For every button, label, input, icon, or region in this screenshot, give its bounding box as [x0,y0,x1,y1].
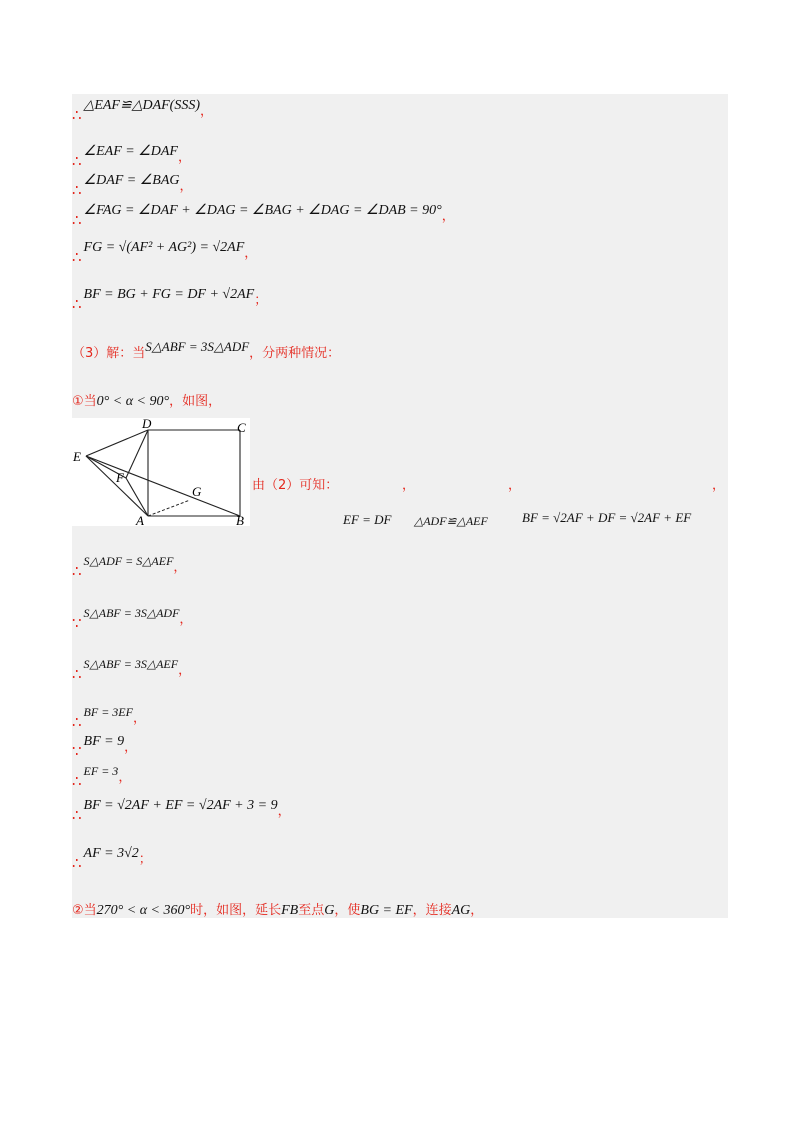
case1-header: ①当0° < α < 90°，如图， [72,394,222,409]
line-text: BF = √2AF + EF = √2AF + 3 = 9 [83,798,278,813]
line-bf-9: ∵BF = 9， [72,734,138,760]
line-text: BF = 3EF [83,705,133,719]
therefore-symbol: ∴ [72,808,82,824]
case2-condition: 270° < α < 360° [96,903,191,918]
eq-congruence: △ADF≌△AEF [414,514,488,528]
line-bf-3ef: ∴BF = 3EF， [72,705,146,731]
because-symbol: ∵ [72,744,82,760]
line-angle-fag: ∴∠FAG = ∠DAF + ∠DAG = ∠BAG + ∠DAG = ∠DAB = 90°， [72,203,455,229]
line-congruence-sss: ∴△EAF≌△DAF(SSS)， [72,98,214,124]
line-text: AF = 3√2 [83,846,139,861]
line-angle-daf: ∴∠DAF = ∠BAG， [72,173,193,199]
part3-header: （3）解：当S△ABF = 3S△ADF，分两种情况： [72,339,341,361]
therefore-symbol: ∴ [72,667,82,683]
line-text: EF = 3 [83,764,119,778]
line-area-aef: ∴S△ABF = 3S△AEF， [72,657,192,683]
label-f: F [116,470,124,485]
therefore-symbol: ∴ [72,564,82,580]
line-bf-sum: ∴BF = BG + FG = DF + √2AF； [72,287,268,313]
line-text: S△ABF = 3S△AEF [83,657,179,671]
label-a: A [136,513,144,526]
because-symbol: ∵ [72,616,82,632]
segment-ea [86,456,148,516]
label-c: C [237,420,246,435]
line-text: △EAF≌△DAF(SSS) [83,98,201,113]
eq-bf-expression: BF = √2AF + DF = √2AF + EF [522,510,692,525]
line-text: FG = √(AF² + AG²) = √2AF [83,240,245,255]
segment-ag-dashed [148,500,190,516]
therefore-symbol: ∴ [72,715,82,731]
from-part2-row: 由（2）可知： [252,478,339,493]
line-text: S△ABF = 3S△ADF [83,606,180,620]
segment-ed [86,430,148,456]
therefore-symbol: ∴ [72,183,82,199]
therefore-symbol: ∴ [72,108,82,124]
therefore-symbol: ∴ [72,856,82,872]
part3-condition: S△ABF = 3S△ADF [145,339,250,354]
therefore-symbol: ∴ [72,774,82,790]
square-diagram [72,418,250,526]
eq-ef-df: EF = DF [343,512,392,527]
therefore-symbol: ∴ [72,154,82,170]
case1-condition: 0° < α < 90° [96,394,170,409]
line-text: BF = BG + FG = DF + √2AF [83,287,255,302]
line-text: BF = 9 [83,734,125,749]
line-angle-eaf: ∴∠EAF = ∠DAF， [72,144,191,170]
segment-eb [86,456,240,516]
line-text: ∠DAF = ∠BAG [83,173,180,188]
line-fg: ∴FG = √(AF² + AG²) = √2AF， [72,240,258,266]
therefore-symbol: ∴ [72,297,82,313]
segment-fa [126,478,148,516]
line-text: S△ADF = S△AEF [83,554,174,568]
therefore-symbol: ∴ [72,250,82,266]
label-b: B [236,513,244,526]
line-text: ∠EAF = ∠DAF [83,144,178,159]
label-e: E [73,449,81,464]
line-ef-3: ∴EF = 3， [72,764,132,790]
geometry-figure [72,418,250,526]
label-d: D [142,418,152,431]
therefore-symbol: ∴ [72,213,82,229]
line-area-equal: ∴S△ADF = S△AEF， [72,554,187,580]
line-bf-equation: ∴BF = √2AF + EF = √2AF + 3 = 9， [72,798,291,824]
case2-header: ②当270° < α < 360°时，如图，延长FB至点G，使BG = EF，连接AG， [72,903,484,918]
line-area-given: ∵S△ABF = 3S△ADF， [72,606,193,632]
line-af-result: ∴AF = 3√2； [72,846,152,872]
label-g: G [192,484,202,499]
segment-fd [126,430,148,478]
line-text: ∠FAG = ∠DAF + ∠DAG = ∠BAG + ∠DAG = ∠DAB = 90° [83,203,442,218]
